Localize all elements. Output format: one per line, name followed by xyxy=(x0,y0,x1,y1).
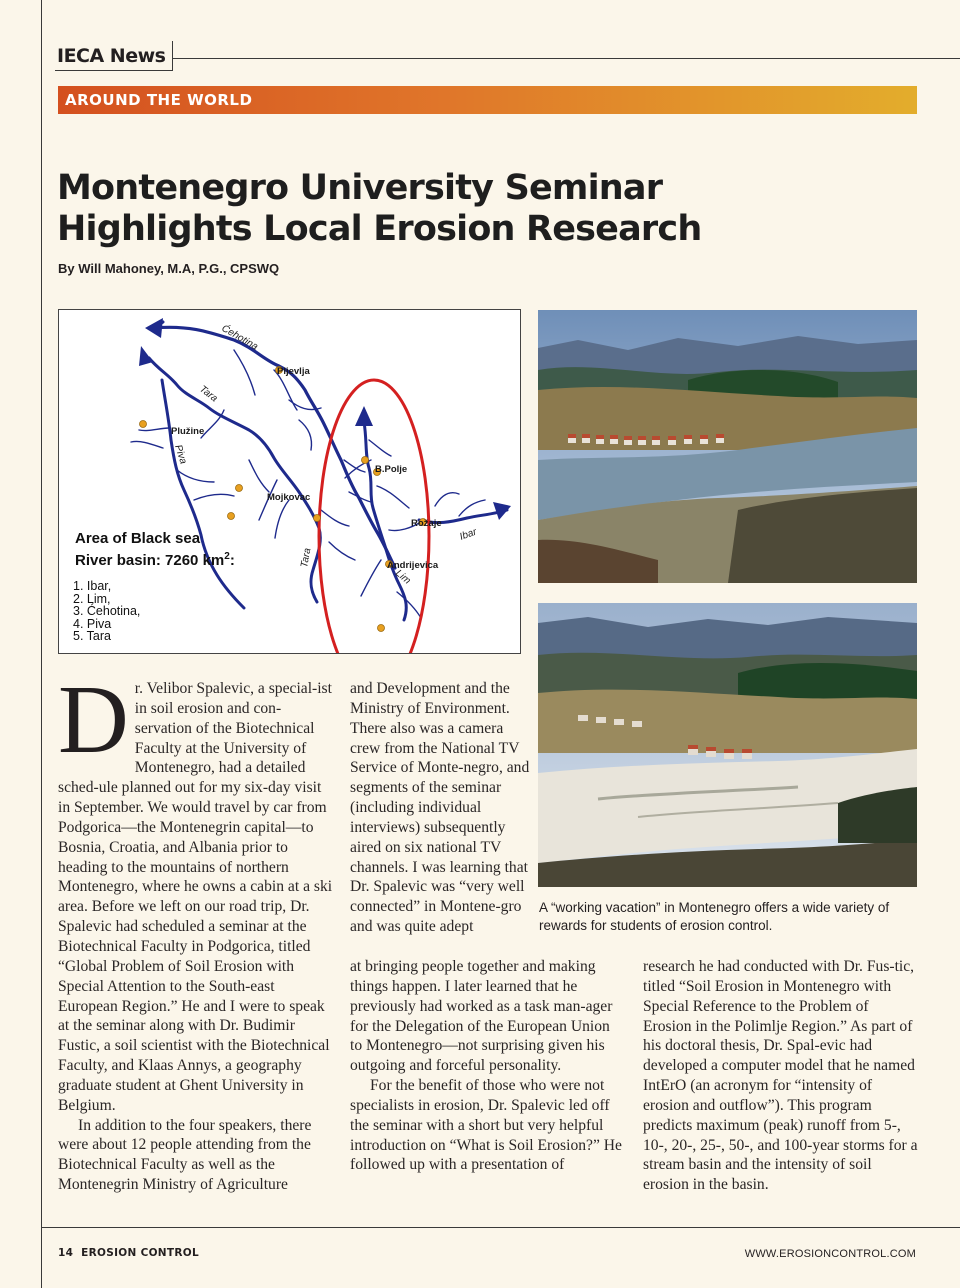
magazine-name: EROSION CONTROL xyxy=(81,1247,199,1259)
cehotina-arrow-icon xyxy=(145,318,163,338)
tara-arrow-icon xyxy=(139,346,153,366)
title-line-1: Montenegro University Seminar xyxy=(57,168,663,208)
legend-item: 1. Ibar, xyxy=(73,579,112,593)
paragraph-text: In addition to the four speakers, there were about 12 people attending from the Biotechnical Faculty as well as the Montenegrin Ministry of Agriculture xyxy=(58,1116,312,1194)
header-rule xyxy=(172,58,960,59)
left-margin-rule xyxy=(41,0,42,1288)
river-label-cehotina: Ćehotina xyxy=(219,323,260,353)
footer-folio xyxy=(58,1247,199,1259)
river-basin-map xyxy=(58,309,521,654)
footer-rule xyxy=(41,1227,960,1228)
river-network xyxy=(131,322,507,620)
ibar-arrow-icon xyxy=(493,502,511,520)
paragraph-text: at bringing people together and making things happen. I later learned that he previously had worked as a task man-ager for the Delegation of the European Union to Montenegro—not surprising given his outgoing and forceful personality. xyxy=(350,958,613,1075)
body-column-3 xyxy=(643,957,918,1195)
town-andrijevica: Andrijevica xyxy=(387,560,439,571)
map-legend-title: Area of Black sea River basin: 7260 $km^2$: xyxy=(75,530,235,569)
river-valley-photo-1 xyxy=(538,310,917,583)
banner-label: AROUND THE WORLD xyxy=(65,91,253,109)
body-column-1 xyxy=(58,666,333,1195)
paragraph-text: For the benefit of those who were not specialists in erosion, Dr. Spalevic led off the seminar with a short but very helpful introduction on “What is Soil Erosion?” He followed up with a presentation of xyxy=(350,1077,622,1174)
paragraph-text: r. Velibor Spalevic, a special-ist in soil erosion and con-servation of the Biotechnical Faculty at the University of Montenegro, had a detailed sched-ule planned out for my six-day visit in September. We would travel by car from Podgorica—the Montenegrin capital—to Bosnia, Croatia, and Albania prior to heading to the mountains of northern Montenegro, where he owns a cabin at a ski area. Before we left on our road trip, Dr. Spalevic had scheduled a seminar at the Biotechnical Faculty in Podgorica, titled “Global Problem of Soil Erosion with Special Attention to the South-east European Region.” He and I were to speak at the seminar along with Dr. Budimir Fustic, a soil scientist with the Biotechnical Faculty, and Klaas Annys, a geography graduate student at Ghent University in Belgium. xyxy=(58,680,333,1114)
section-label: IECA News xyxy=(57,45,166,67)
river-arrows xyxy=(139,318,511,520)
title-line-2: Highlights Local Erosion Research xyxy=(57,209,702,249)
photo-caption: A “working vacation” in Montenegro offers a wide variety of rewards for students of erosion control. xyxy=(539,900,890,933)
legend-item: 2. Lim, xyxy=(73,591,111,606)
paragraph-text: and Development and the Ministry of Environment. There also was a camera crew from the National TV Service of Monte-negro, and segments of the seminar (including individual interviews) subsequently aired on six national TV channels. I was learning that Dr. Spalevic was “very well connected” in Montene-gro and was quite adept xyxy=(350,680,530,936)
section-banner xyxy=(58,86,917,114)
drop-cap: D xyxy=(58,666,129,774)
legend-item: 4. Piva xyxy=(73,616,112,631)
river-label-lim: Lim xyxy=(393,567,413,587)
town-bpolje: B.Polje xyxy=(375,464,408,475)
river-label-ibar: Ibar xyxy=(458,526,479,543)
legend-item: 5. Tara xyxy=(73,629,111,644)
river-label-tara-top: Tara xyxy=(197,383,220,405)
article-title xyxy=(57,168,917,250)
byline: By Will Mahoney, M.A, P.G., CPSWQ xyxy=(58,261,280,276)
river-label-piva: Piva xyxy=(172,443,189,466)
town-mojkovac: Mojkovac xyxy=(267,492,311,503)
town-rozaje: Rožaje xyxy=(411,518,442,529)
footer-website: WWW.EROSIONCONTROL.COM xyxy=(744,1248,916,1260)
body-column-2-bottom xyxy=(350,957,625,1175)
river-label-tara-bottom: Tara xyxy=(299,547,314,569)
body-column-2-top xyxy=(350,679,530,937)
lim-arrow-icon xyxy=(355,406,373,426)
map-legend-list xyxy=(73,580,140,643)
town-pluzine: Plužine xyxy=(171,426,205,437)
town-pljevlja: Pljevlja xyxy=(277,366,310,377)
river-valley-photo-2 xyxy=(538,603,917,887)
legend-item: 3. Ćehotina, xyxy=(73,604,141,619)
page-number: 14 xyxy=(58,1247,74,1259)
paragraph-text: research he had conducted with Dr. Fus-tic, titled “Soil Erosion in Montenegro with Special Reference to the Problem of Erosion in the Polimlje Region.” As part of his doctoral thesis, Dr. Spal-evic had developed a computer model that he named IntErO (an acronym for “intensity of erosion and outflow”). This program predicts maximum (peak) runoff from 5-, 10-, 20-, 25-, 50-, and 100-year storms for a stream basin and the intensity of soil erosion in the basin. xyxy=(643,958,918,1194)
